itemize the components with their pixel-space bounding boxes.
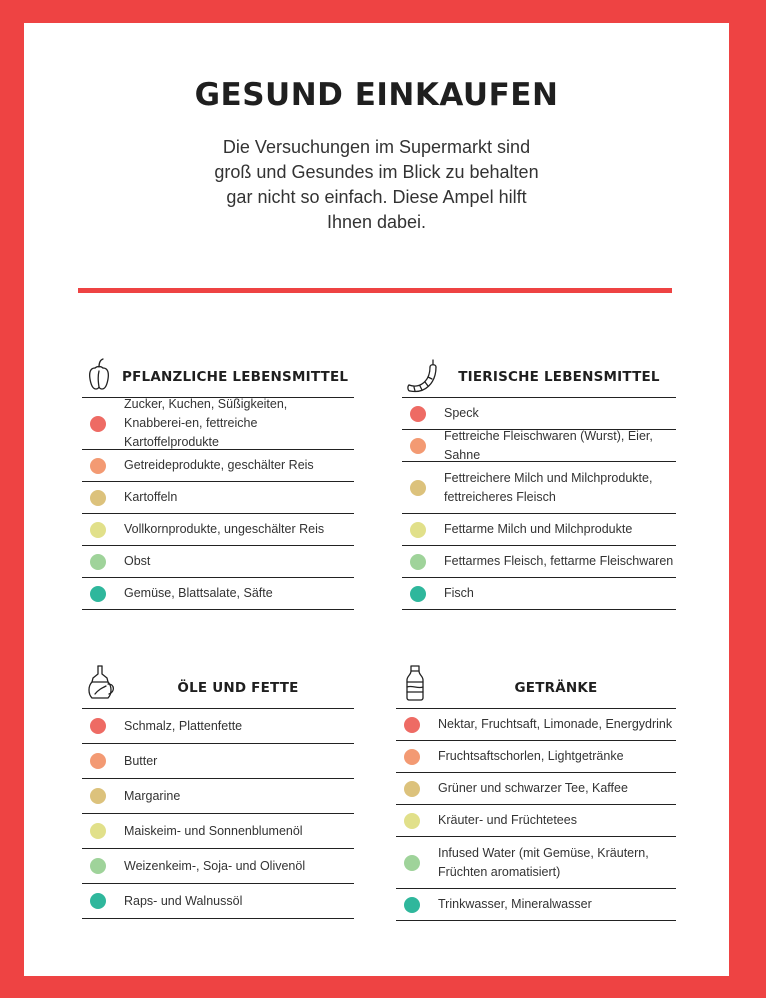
traffic-light-dot: [90, 586, 106, 602]
item-text: Zucker, Kuchen, Süßigkeiten, Knabberei-en, fettreiche Kartoffelprodukte: [124, 397, 288, 449]
item-text: Fettarme Milch und Milchprodukte: [444, 522, 633, 536]
traffic-light-dot: [404, 717, 420, 733]
list-item: [82, 779, 354, 814]
item-text: Vollkornprodukte, ungeschälter Reis: [124, 522, 325, 536]
traffic-light-dot: [410, 438, 426, 454]
list-item: [82, 398, 354, 450]
item-text: Kartoffeln: [124, 490, 178, 504]
list-item: [402, 398, 676, 430]
list-item: [402, 578, 676, 610]
list-item: [402, 462, 676, 514]
traffic-light-dot: [90, 458, 106, 474]
list-item: [82, 546, 354, 578]
list-item: [82, 514, 354, 546]
page-title: GESUND EINKAUFEN: [194, 77, 559, 113]
list-item: [82, 814, 354, 849]
pepper-icon: [86, 357, 112, 393]
item-text: Butter: [124, 753, 158, 768]
list-item: [82, 450, 354, 482]
section-header: [402, 357, 676, 398]
item-text: Trinkwasser, Mineralwasser: [438, 897, 592, 911]
traffic-light-dot: [90, 788, 106, 804]
section-header: [82, 357, 354, 398]
traffic-light-dot: [410, 480, 426, 496]
section-plant: [82, 357, 354, 610]
item-text: Kräuter- und Früchtetees: [438, 813, 577, 827]
item-text: Margarine: [124, 788, 181, 803]
traffic-light-dot: [90, 490, 106, 506]
traffic-light-dot: [410, 586, 426, 602]
item-text: Fettarmes Fleisch, fettarme Fleischwaren: [444, 554, 674, 568]
sausage-icon: [406, 357, 438, 393]
item-text: Grüner und schwarzer Tee, Kaffee: [438, 781, 628, 795]
list-item: [402, 430, 676, 462]
item-text: Schmalz, Plattenfette: [124, 718, 243, 733]
item-text: Fruchtsaftschorlen, Lightgetränke: [438, 749, 624, 763]
traffic-light-dot: [90, 753, 106, 769]
traffic-light-dot: [404, 897, 420, 913]
traffic-light-dot: [90, 554, 106, 570]
traffic-light-dot: [404, 781, 420, 797]
item-text: Maiskeim- und Sonnenblumenöl: [124, 823, 303, 838]
traffic-light-dot: [404, 813, 420, 829]
item-text: Raps- und Walnussöl: [124, 893, 243, 908]
list-item: [82, 578, 354, 610]
list-item: [82, 482, 354, 514]
traffic-light-dot: [90, 858, 106, 874]
traffic-light-dot: [90, 718, 106, 734]
section-animal: [402, 357, 676, 610]
item-text: Infused Water (mit Gemüse, Kräutern, Früchten aromatisiert): [438, 845, 649, 879]
item-text: Fettreiche Fleischwaren (Wurst), Eier, Sahne: [444, 428, 653, 462]
item-text: Speck: [444, 406, 479, 420]
traffic-light-dot: [90, 893, 106, 909]
item-text: Weizenkeim-, Soja- und Olivenöl: [124, 858, 306, 873]
list-item: [396, 773, 676, 805]
item-text: Fettreichere Milch und Milchprodukte, fettreicheres Fleisch: [444, 470, 653, 504]
list-item: [82, 884, 354, 919]
list-item: [82, 744, 354, 779]
traffic-light-dot: [90, 823, 106, 839]
item-text: Gemüse, Blattsalate, Säfte: [124, 586, 273, 600]
water-bottle-icon: [404, 664, 426, 702]
traffic-light-dot: [90, 522, 106, 538]
traffic-light-dot: [410, 522, 426, 538]
list-item: [82, 849, 354, 884]
section-title: ÖLE UND FETTE: [177, 680, 299, 696]
traffic-light-dot: [404, 749, 420, 765]
item-text: Fisch: [444, 586, 474, 600]
list-item: [396, 709, 676, 741]
list-item: [396, 837, 676, 889]
section-title: TIERISCHE LEBENSMITTEL: [458, 369, 660, 385]
item-text: Obst: [124, 554, 151, 568]
intro-text: Die Versuchungen im Supermarkt sind groß und Gesundes im Blick zu behalten gar nicht so einfach. Diese Ampel hilft Ihnen dabei.: [214, 137, 539, 232]
list-item: [82, 709, 354, 744]
section-header: [82, 668, 354, 709]
list-item: [402, 546, 676, 578]
divider: [78, 288, 672, 293]
list-item: [402, 514, 676, 546]
section-drinks: [396, 668, 676, 921]
list-item: [396, 805, 676, 837]
traffic-light-dot: [90, 416, 106, 432]
section-header: [396, 668, 676, 709]
traffic-light-dot: [404, 855, 420, 871]
section-title: GETRÄNKE: [514, 680, 598, 696]
section-oils: [82, 668, 354, 919]
list-item: [396, 741, 676, 773]
list-item: [396, 889, 676, 921]
item-text: Getreideprodukte, geschälter Reis: [124, 458, 314, 472]
traffic-light-dot: [410, 554, 426, 570]
poster: [24, 23, 729, 976]
section-title: PFLANZLICHE LEBENSMITTEL: [122, 369, 349, 385]
oil-bottle-icon: [86, 664, 116, 702]
traffic-light-dot: [410, 406, 426, 422]
item-text: Nektar, Fruchtsaft, Limonade, Energydrink: [438, 717, 673, 731]
